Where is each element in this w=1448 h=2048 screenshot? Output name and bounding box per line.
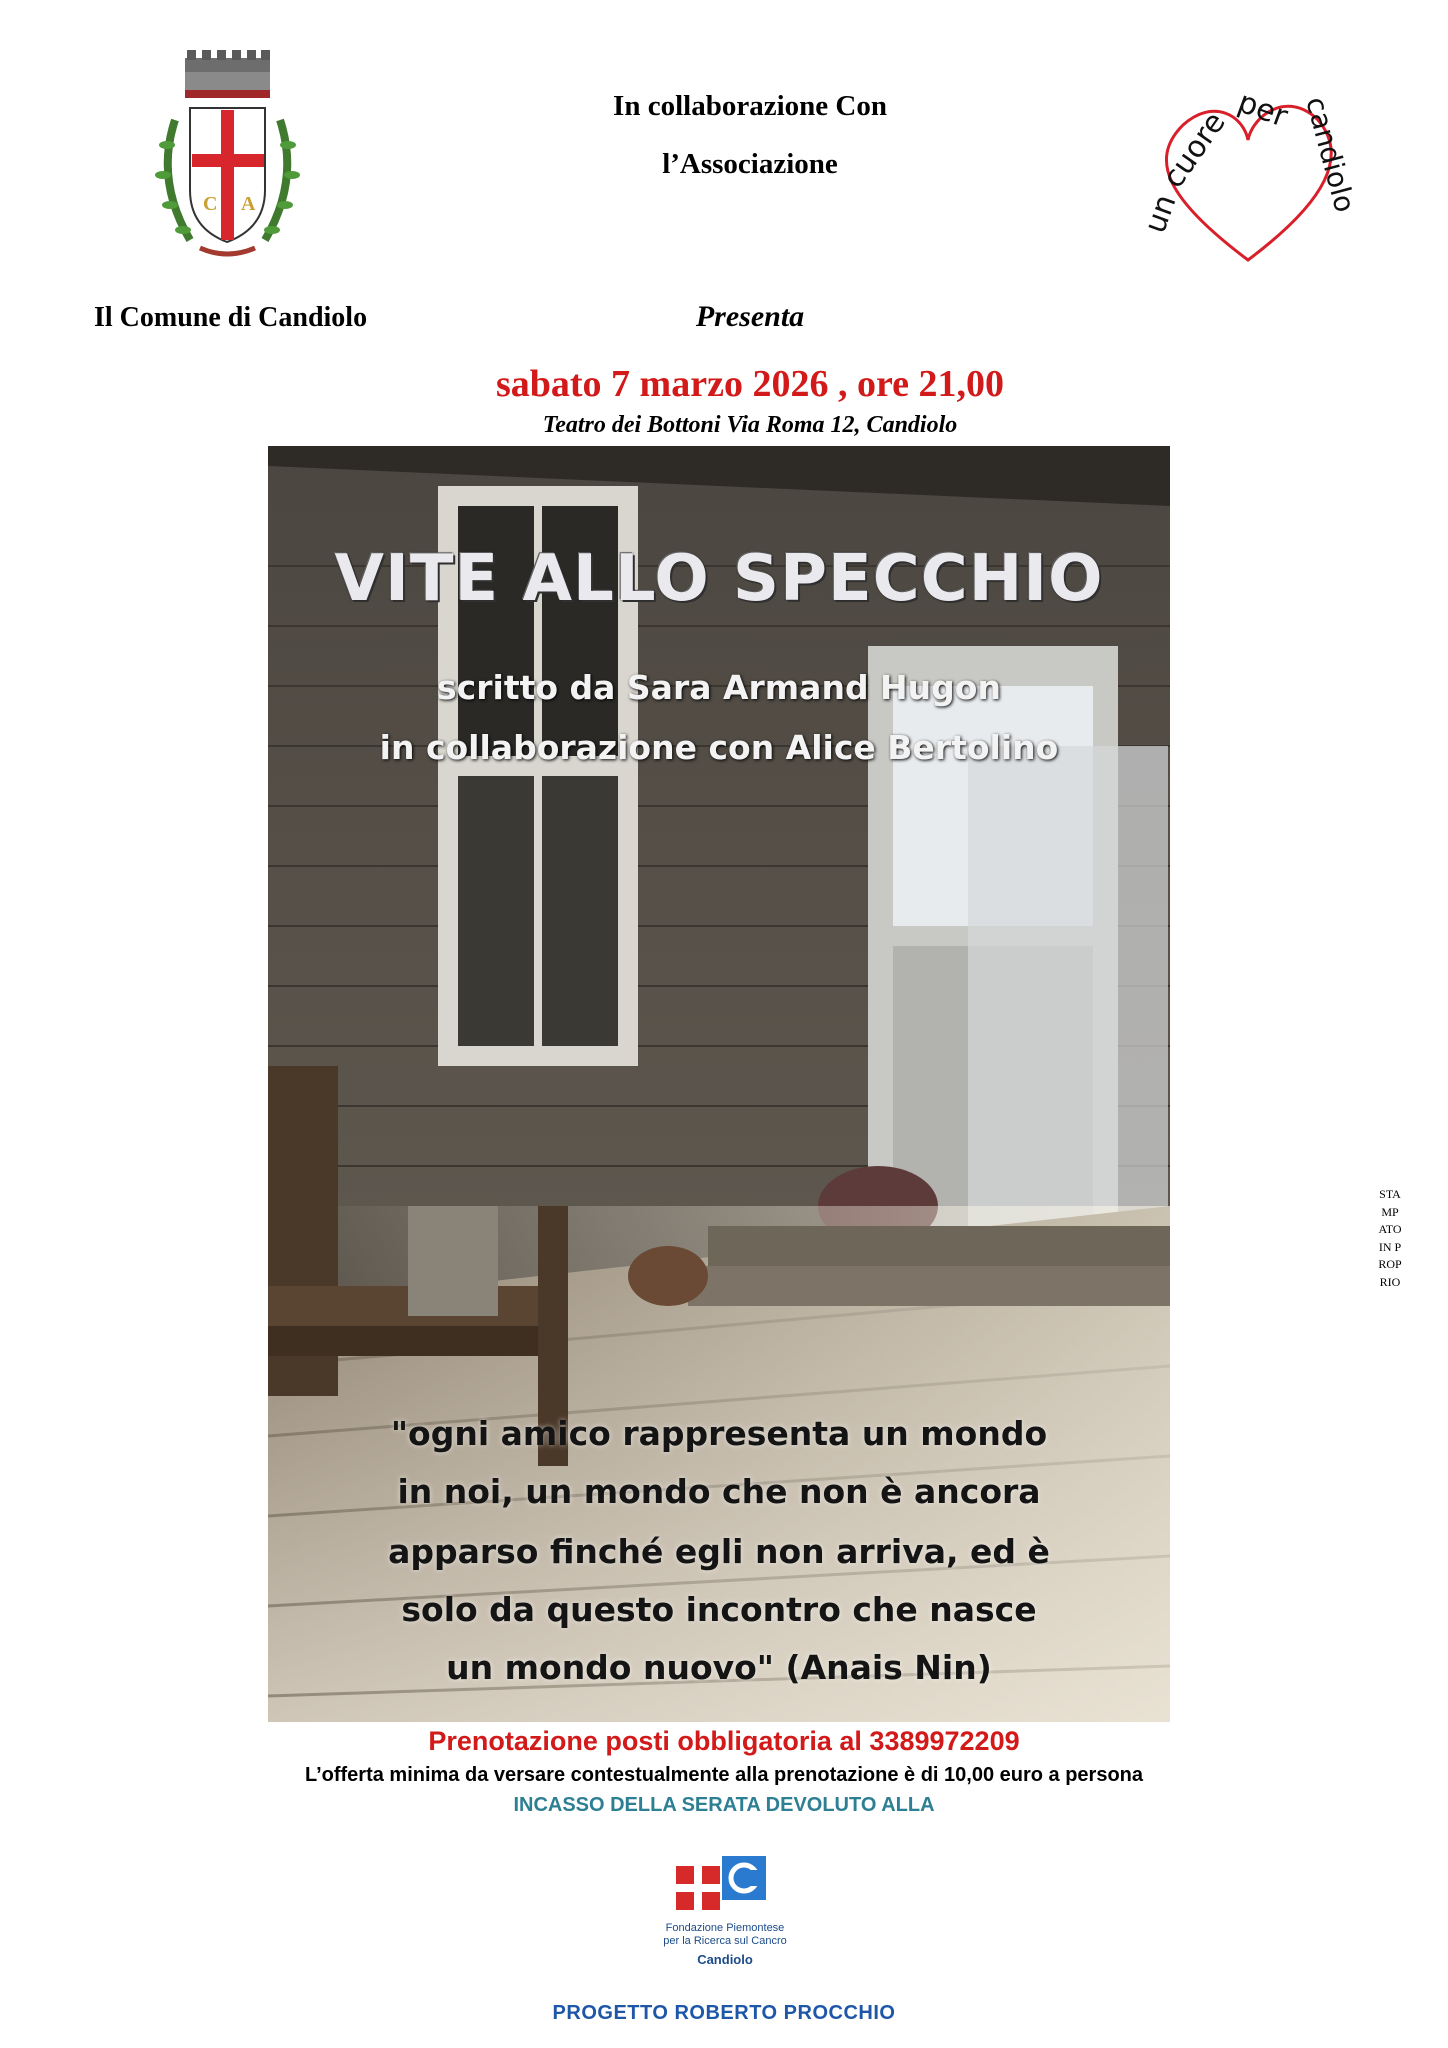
quote-line-1: "ogni amico rappresenta un mondo [390, 1414, 1048, 1453]
foundation-place: Candiolo [697, 1952, 753, 1967]
porch-scene-image [268, 446, 1170, 1722]
event-poster [268, 446, 1170, 1722]
proceeds-info: INCASSO DELLA SERATA DEVOLUTO ALLA [513, 1794, 935, 1816]
poster-author-credit: scritto da Sara Armand Hugon [437, 668, 1001, 707]
un-cuore-per-candiolo-logo [1128, 70, 1368, 270]
logo-word-candiolo: candiolo [1299, 93, 1362, 216]
quote-line-3: apparso finché egli non arriva, ed è [388, 1532, 1050, 1571]
candiolo-coat-of-arms [145, 50, 310, 270]
event-datetime: sabato 7 marzo 2026 , ore 21,00 [495, 363, 1004, 405]
presenta-label: Presenta [695, 300, 805, 333]
quote-line-4: solo da questo incontro che nasce [401, 1590, 1037, 1629]
logo-word-per: per [1233, 84, 1293, 135]
poster-collaboration-credit: in collaborazione con Alice Bertolino [379, 728, 1059, 767]
foundation-name-line-2: per la Ricerca sul Cancro [663, 1935, 787, 1947]
minimum-offer-info: L’offerta minima da versare contestualmente alla prenotazione è di 10,00 euro a persona [304, 1764, 1144, 1786]
collaboration-line-1: In collaborazione Con [613, 90, 887, 122]
coat-letter-a: A [241, 193, 256, 215]
logo-word-cuore: cuore [1155, 105, 1233, 195]
foundation-name-line-1: Fondazione Piemontese [665, 1922, 785, 1934]
coat-letter-c: C [203, 193, 218, 215]
quote-line-5: un mondo nuovo" (Anais Nin) [446, 1648, 992, 1687]
logo-word-un: un [1137, 190, 1184, 238]
printed-in-house-vertical-text: STAMPATO IN PROPRIO [1378, 1187, 1402, 1289]
poster-title: VITE ALLO SPECCHIO [334, 542, 1104, 616]
quote-line-2: in noi, un mondo che non è ancora [397, 1472, 1041, 1511]
collaboration-line-2: l’Associazione [662, 148, 838, 180]
event-venue: Teatro dei Bottoni Via Roma 12, Candiolo [542, 412, 958, 438]
booking-info: Prenotazione posti obbligatoria al 3389972209 [428, 1726, 1020, 1756]
project-name: PROGETTO ROBERTO PROCCHIO [552, 2002, 896, 2024]
foundation-logo-icon [676, 1856, 772, 1916]
comune-label: Il Comune di Candiolo [94, 302, 368, 333]
